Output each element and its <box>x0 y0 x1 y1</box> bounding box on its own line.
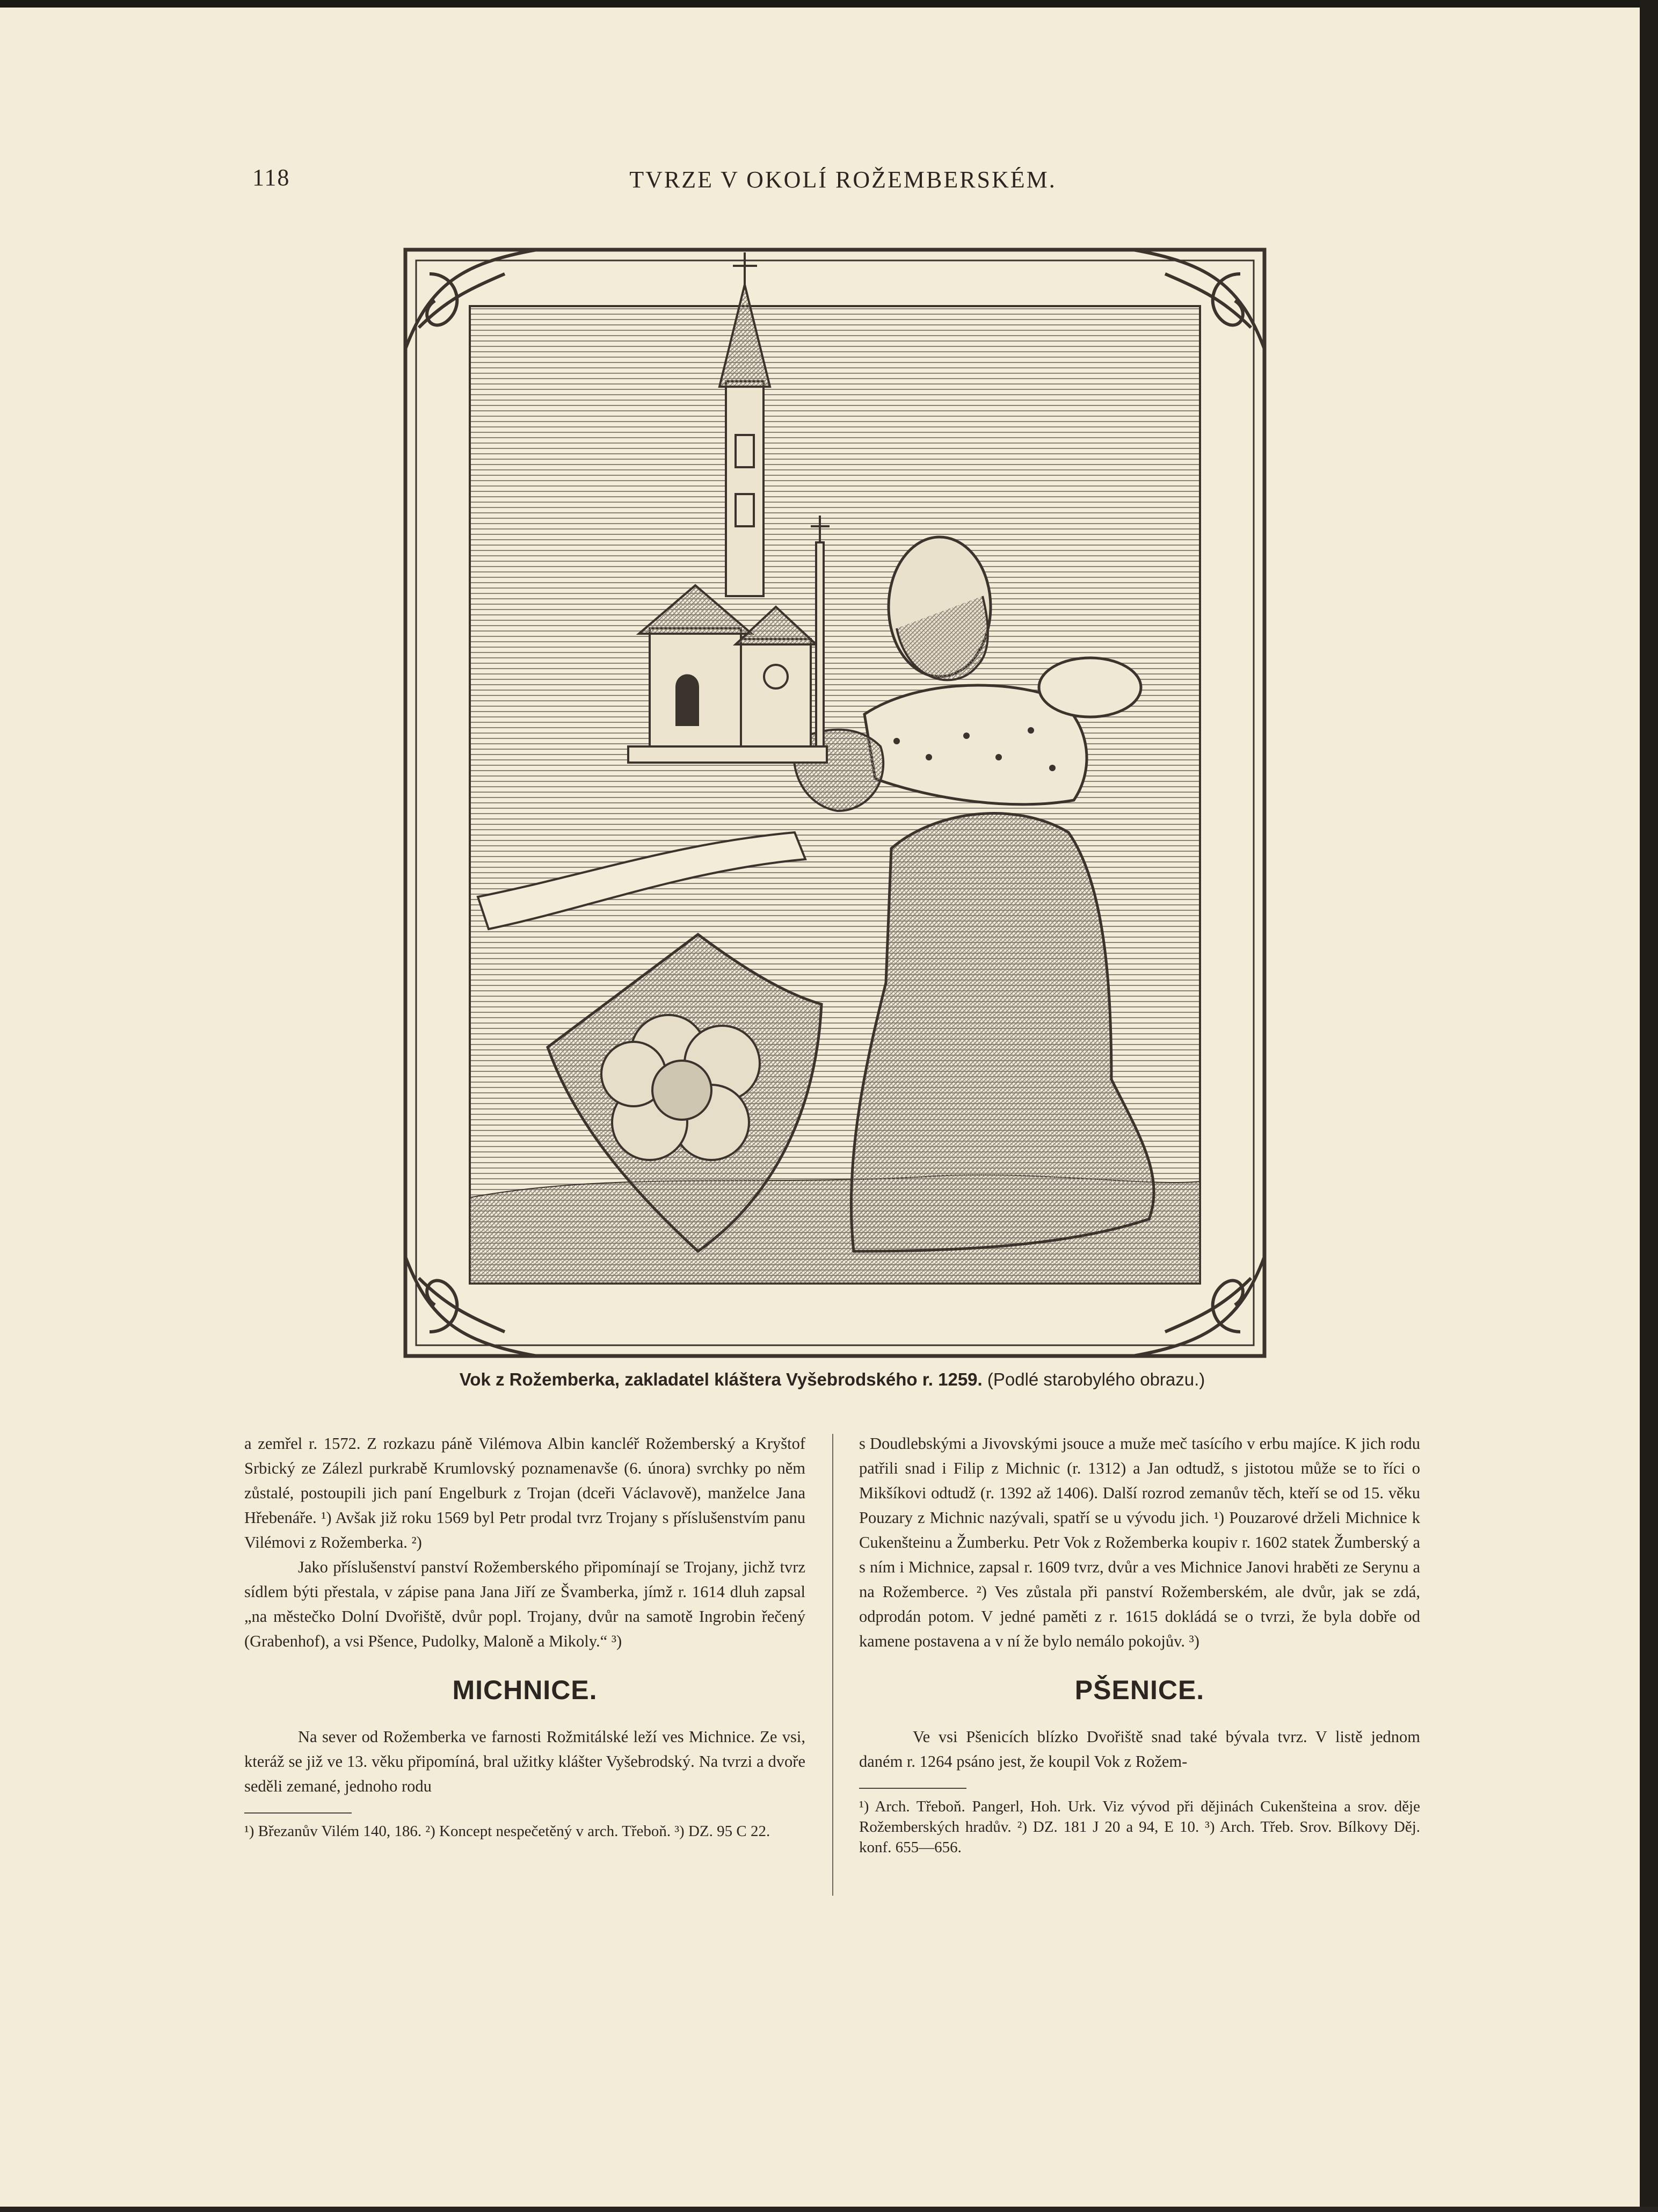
left-footnotes: ¹) Březanův Vilém 140, 186. ²) Koncept nespečetěný v arch. Třeboň. ³) DZ. 95 C 22. <box>244 1823 770 1840</box>
caption-title: Vok z Rožemberka, zakladatel kláštera Vyšebrodského r. 1259. <box>459 1369 983 1389</box>
scan-edge-bottom <box>0 2207 1658 2212</box>
left-paragraph-2: Jako příslušenství panství Rožemberského připomínají se Trojany, jichž tvrz sídlem býti přestala, v zápise pana Jana Jiří ze Švamberka, jímž r. 1614 dluh zapsal „na městečko Dolní Dvořiště, dvůr popl. Trojany, dvůr na samotě Ingrobin řečený (Grabenhof), a vsi Pšence, Pudolky, Maloně a Mikoly.“ ³) <box>244 1558 805 1650</box>
left-paragraph-1: a zemřel r. 1572. Z rozkazu páně Vilémova Albin kancléř Rožemberský a Kryštof Srbický ze Zálezl purkrabě Krumlovský poznamenavše (6. února) svrchky po něm zůstalé, postoupili jich paní Engelburk z Trojan (dceři Václavově), manželce Jana Hřebenáře. ¹) Avšak již roku 1569 byl Petr prodal tvrz Trojany s příslušenstvím panu Vilémovi z Rožemberka. ²) <box>244 1434 805 1551</box>
footnote-rule <box>859 1788 966 1789</box>
figure-caption <box>322 1369 1342 1390</box>
page-header <box>252 164 1434 207</box>
page-number: 118 <box>252 164 290 191</box>
section-heading-psenice: PŠENICE. <box>1074 1675 1205 1705</box>
right-paragraph-1: s Doudlebskými a Jivovskými jsouce a muže meč tasícího v erbu majíce. K jich rodu patřili snad i Filip z Michnic (r. 1312) a Jan odtudž, s jistotou může se to říci o Mikšíkovi odtudž (r. 1392 až 1406). Další rozrod zemanův těch, kteří se od 15. věku Pouzary z Michnic nazývali, spatří se u vývodu jich. ¹) Pouzarové drželi Michnice k Cukenšteinu a Žumberku. Petr Vok z Rožemberka koupiv r. 1602 statek Žumberský a s ním i Michnice, zapsal r. 1609 tvrz, dvůr a ves Michnice Janovi hraběti ze Serynu a na Rožemberce. ²) Ves zůstala při panství Rožemberském, ale dvůr, jak se zdá, odprodán potom. V jedné paměti z r. 1615 dokládá se o tvrzi, že byla dobře od kamene postavena a v ní že bylo nemálo pokojův. ³) <box>859 1434 1420 1650</box>
engraving-illustration <box>397 242 1272 1364</box>
illustration-plate <box>397 242 1272 1364</box>
column-divider <box>832 1434 833 1896</box>
running-title: TVRZE V OKOLÍ ROŽEMBERSKÉM. <box>629 166 1057 193</box>
footnote-rule <box>244 1812 352 1814</box>
held-hat <box>1039 658 1141 717</box>
left-column <box>244 1431 805 1841</box>
right-footnotes: ¹) Arch. Třeboň. Pangerl, Hoh. Urk. Viz vývod při dějinách Cukenšteina a srov. děje Rožemberských hradův. ²) DZ. 181 J 20 a 94, E 10. ³) Arch. Třeb. Srov. Bílkovy Děj. konf. 655—656. <box>859 1798 1420 1856</box>
scan-edge-right <box>1640 0 1658 2212</box>
scan-edge-top <box>0 0 1658 8</box>
section-heading-michnice: MICHNICE. <box>452 1675 598 1705</box>
right-paragraph-2: Ve vsi Pšenicích blízko Dvořiště snad také bývala tvrz. V listě jednom daném r. 1264 psáno jest, že koupil Vok z Rožem- <box>859 1728 1420 1771</box>
right-column <box>859 1431 1420 1858</box>
left-paragraph-3: Na sever od Rožemberka ve farnosti Rožmitálské leží ves Michnice. Ze vsi, kteráž se již ve 13. věku připomíná, bral užitky klášter Vyšebrodský. Na tvrzi a dvoře seděli zemané, jednoho rodu <box>244 1728 805 1795</box>
caption-source: (Podlé starobylého obrazu.) <box>987 1369 1205 1389</box>
